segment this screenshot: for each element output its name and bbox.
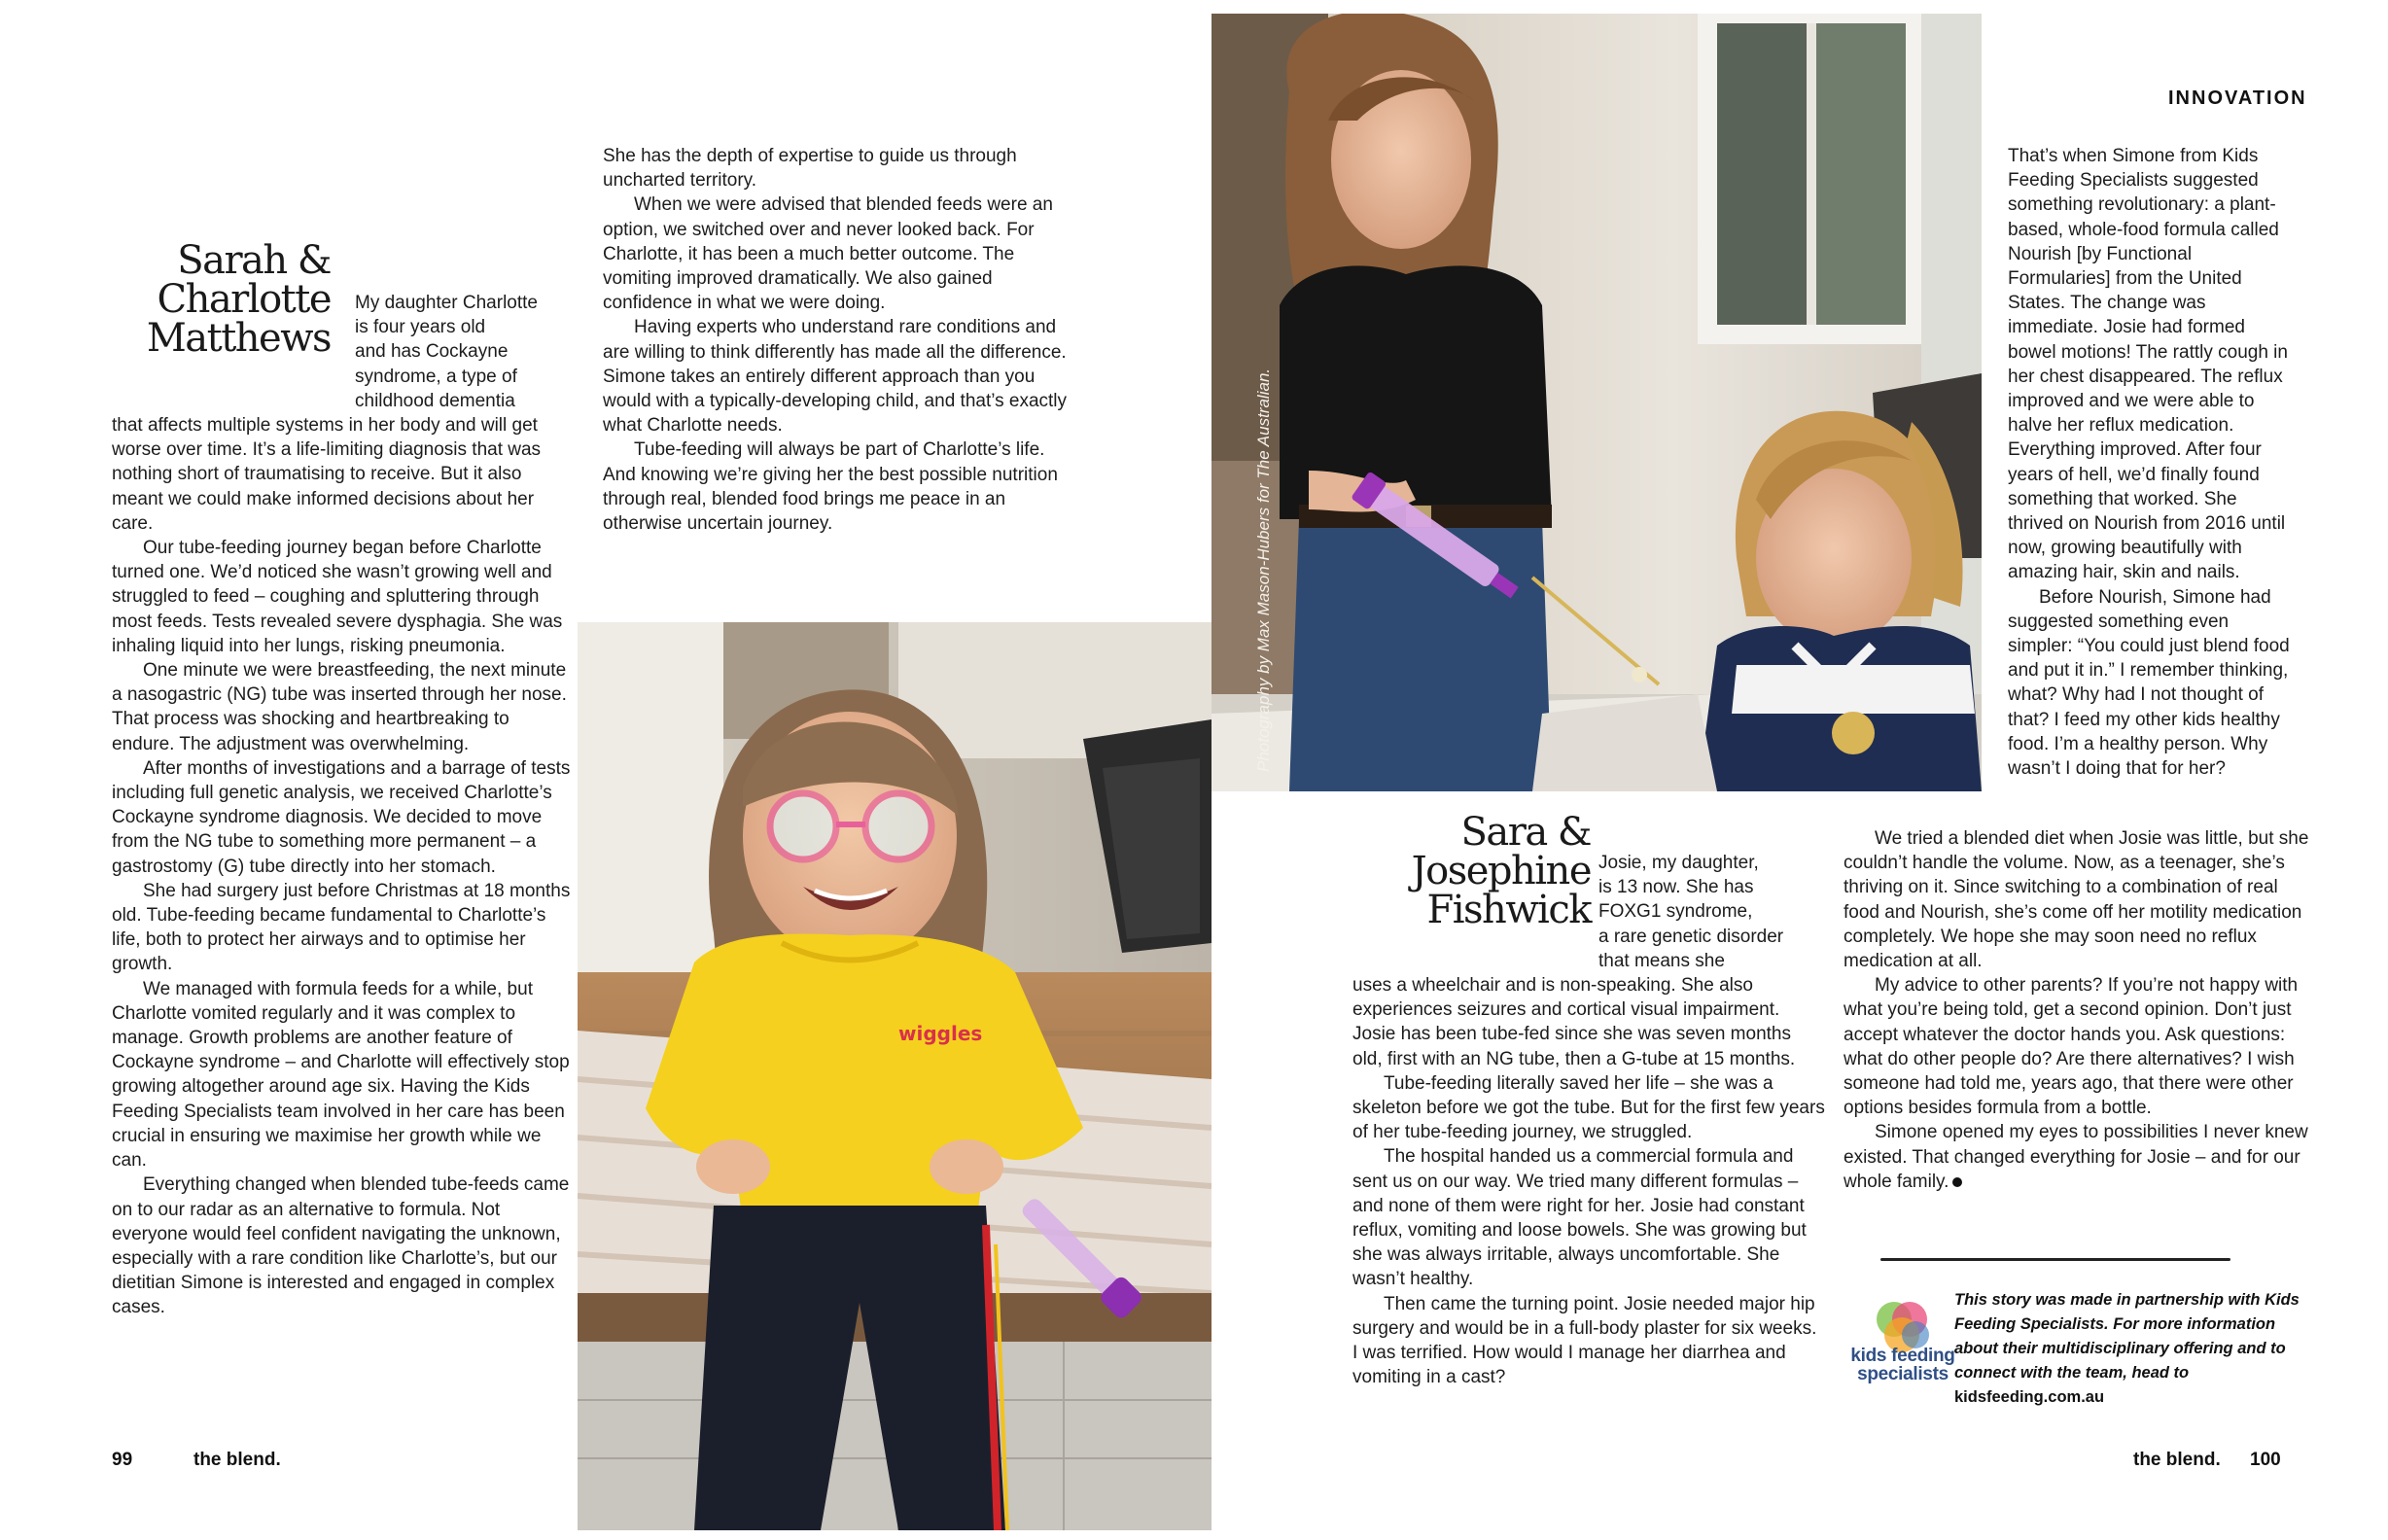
paragraph: We managed with formula feeds for a while, but Charlotte vomited regularly and it was complex to manage. Growth problems are another feature of Cockayne syndrome – and Charlotte will effectively stop growing altogether around age six. Having the Kids Feeding Specialists team involved in her care has been crucial in ensuring we maximise her growth while we can. <box>112 978 570 1172</box>
story-heading-charlotte <box>136 238 331 361</box>
paragraph: Having experts who understand rare conditions and are willing to think differently has made all the difference. Simone takes an entirely different approach than you would with a typically-developing child, and that’s exactly what Charlotte needs. <box>603 317 1068 437</box>
paragraph: Our tube-feeding journey began before Charlotte turned one. We’d noticed she wasn’t growing well and struggled to feed – coughing and spluttering through most feeds. Tests revealed severe dysphagia. She was inhaling liquid into her lungs, risking pneumonia. <box>112 538 563 656</box>
kids-feeding-logo <box>1845 1296 1960 1403</box>
charlotte-column-2 <box>603 144 1079 536</box>
intro-wrap-josie <box>1598 851 1832 973</box>
heading-line: Matthews <box>146 316 331 361</box>
heading-line: Sara & <box>1460 810 1591 855</box>
intro-wrap-charlotte <box>355 291 579 413</box>
intro-line: Josie, my daughter, <box>1598 853 1759 873</box>
intro-line: a rare genetic disorder <box>1598 926 1784 947</box>
paragraph: That’s when Simone from Kids Feeding Specialists suggested something revolutionary: a plant-based, whole-food formula called Nourish [by Functional Formularies] from the United States. The change was immediate. Josie had formed bowel motions! The rattly cough in her chest disappeared. The reflux improved and we were able to halve her reflux medication. Everything improved. After four years of hell, we’d finally found something that worked. She thrived on Nourish from 2016 until now, growing beautifully with amazing hair, skin and nails. <box>2008 146 2288 583</box>
partner-note-text: This story was made in partnership with Kids Feeding Specialists. For more information about their multidisciplinary offering and to connect with the team, head to <box>1954 1291 2300 1382</box>
intro-line: that means she <box>1598 950 1725 971</box>
paragraph: Tube-feeding will always be part of Charlotte’s life. And knowing we’re giving her the best possible nutrition through real, blended food brings me peace in an otherwise uncertain journey. <box>603 439 1058 535</box>
intro-line: is 13 now. She has <box>1598 877 1754 898</box>
paragraph: Tube-feeding literally saved her life – she was a skeleton before we got the tube. But for the first few years of her tube-feeding journey, we struggled. <box>1352 1072 1825 1143</box>
paragraph: After months of investigations and a barrage of tests including full genetic analysis, we received Charlotte’s Cockayne syndrome diagnosis. We decided to move from the NG tube to something more permanent – a gastrostomy (G) tube directly into her stomach. <box>112 757 571 877</box>
heading-line: Josephine <box>1411 849 1591 893</box>
intro-line: My daughter Charlotte <box>355 293 538 313</box>
intro-line: childhood dementia <box>355 390 515 411</box>
page-number-right: 100 <box>2250 1450 2281 1470</box>
heading-line: Sarah & <box>177 238 331 283</box>
svg-text:wiggles: wiggles <box>898 1022 983 1045</box>
divider <box>1880 1258 2230 1261</box>
intro-line: FOXG1 syndrome, <box>1598 901 1753 923</box>
section-label: INNOVATION <box>2168 88 2307 109</box>
story-heading-josie <box>1398 810 1591 932</box>
logo-line: specialists <box>1857 1364 1949 1384</box>
paragraph: Before Nourish, Simone had suggested something even simpler: “You could just blend food and put it in.” I remember thinking, what? Why had I not thought of that? I feed my other kids healthy food. I’m a healthy person. Why wasn’t I doing that for her? <box>2008 586 2290 780</box>
intro-line: syndrome, a type of <box>355 366 517 387</box>
brand-right: the blend. <box>2133 1450 2221 1470</box>
paragraph: that affects multiple systems in her body and will get worse over time. It’s a life-limiting diagnosis that was nothing short of traumatising to receive. But it also meant we could make informed decisions about her care. <box>112 415 542 534</box>
right-page <box>1194 0 2388 1540</box>
intro-line: is four years old <box>355 317 486 338</box>
josie-column-2 <box>1844 826 2312 1194</box>
heading-line: Fishwick <box>1426 888 1591 932</box>
paragraph: Everything changed when blended tube-feeds came on to our radar as an alternative to formula. Not everyone would feel confident navigating the unknown, especially with a rare condition like Charlotte’s, but our dietitian Simone is interested and engaged in complex cases. <box>112 1174 570 1318</box>
page-number-left: 99 <box>112 1450 133 1470</box>
closing-text: Simone opened my eyes to possibilities I never knew existed. That changed everything for Josie – and for our whole family. <box>1844 1122 2308 1192</box>
partner-link[interactable]: kidsfeeding.com.au <box>1954 1388 2105 1406</box>
paragraph: One minute we were breastfeeding, the next minute a nasogastric (NG) tube was inserted through her nose. That process was shocking and heartbreaking to endure. The adjustment was overwhelming. <box>112 660 567 754</box>
logo-line: kids feeding <box>1850 1346 1955 1366</box>
end-mark-icon <box>1952 1177 1962 1187</box>
logo-wordmark <box>1845 1347 1960 1383</box>
paragraph: The hospital handed us a commercial formula and sent us on our way. We tried many different formulas – and none of them were right for her. Josie had constant reflux, vomiting and loose bowels. She was growing but she was always irritable, always uncomfortable. She wasn’t healthy. <box>1352 1146 1807 1290</box>
josie-column-1 <box>1352 973 1825 1389</box>
logo-circle <box>1902 1321 1929 1348</box>
intro-line: and has Cockayne <box>355 341 509 363</box>
charlotte-photo <box>578 622 1212 1530</box>
simone-josie-photo <box>1212 14 1982 791</box>
paragraph: When we were advised that blended feeds were an option, we switched over and never looked back. For Charlotte, it has been a much better outcome. The vomiting improved dramatically. We also gained confidence in what we were doing. <box>603 194 1053 314</box>
josie-column-2-top <box>2008 144 2296 781</box>
photo-credit: Photography by Max Mason-Hubers for The Australian. <box>1254 368 1273 772</box>
heading-line: Charlotte <box>157 277 331 322</box>
paragraph: uses a wheelchair and is non-speaking. She also experiences seizures and cortical visual impairment. Josie has been tube-fed since she was seven months old, first with an NG tube, then a G-tube at 15 months. <box>1352 975 1796 1069</box>
paragraph: She had surgery just before Christmas at 18 months old. Tube-feeding became fundamental to Charlotte’s life, both to protect her airways and to optimise her growth. <box>112 880 571 975</box>
paragraph: My advice to other parents? If you’re not happy with what you’re being told, get a second opinion. Don’t just accept whatever the doctor hands you. Ask questions: what do other people do? Are there alternatives? I wish someone had told me, years ago, that there were other options besides formula from a bottle. <box>1844 975 2299 1119</box>
paragraph: She has the depth of expertise to guide us through uncharted territory. <box>603 146 1017 192</box>
paragraph: Then came the turning point. Josie needed major hip surgery and would be in a full-body plaster for six weeks. I was terrified. How would I manage her diarrhea and vomiting in a cast? <box>1352 1293 1817 1388</box>
paragraph <box>1844 1120 2312 1194</box>
brand-left: the blend. <box>193 1450 281 1470</box>
charlotte-column-1 <box>112 413 577 1320</box>
paragraph: We tried a blended diet when Josie was little, but she couldn’t handle the volume. Now, as a teenager, she’s thriving on it. Since switching to a combination of real food and Nourish, she’s come off her motility medication completely. We hope she may soon need no reflux medication at all. <box>1844 828 2309 972</box>
partner-note <box>1954 1288 2304 1410</box>
